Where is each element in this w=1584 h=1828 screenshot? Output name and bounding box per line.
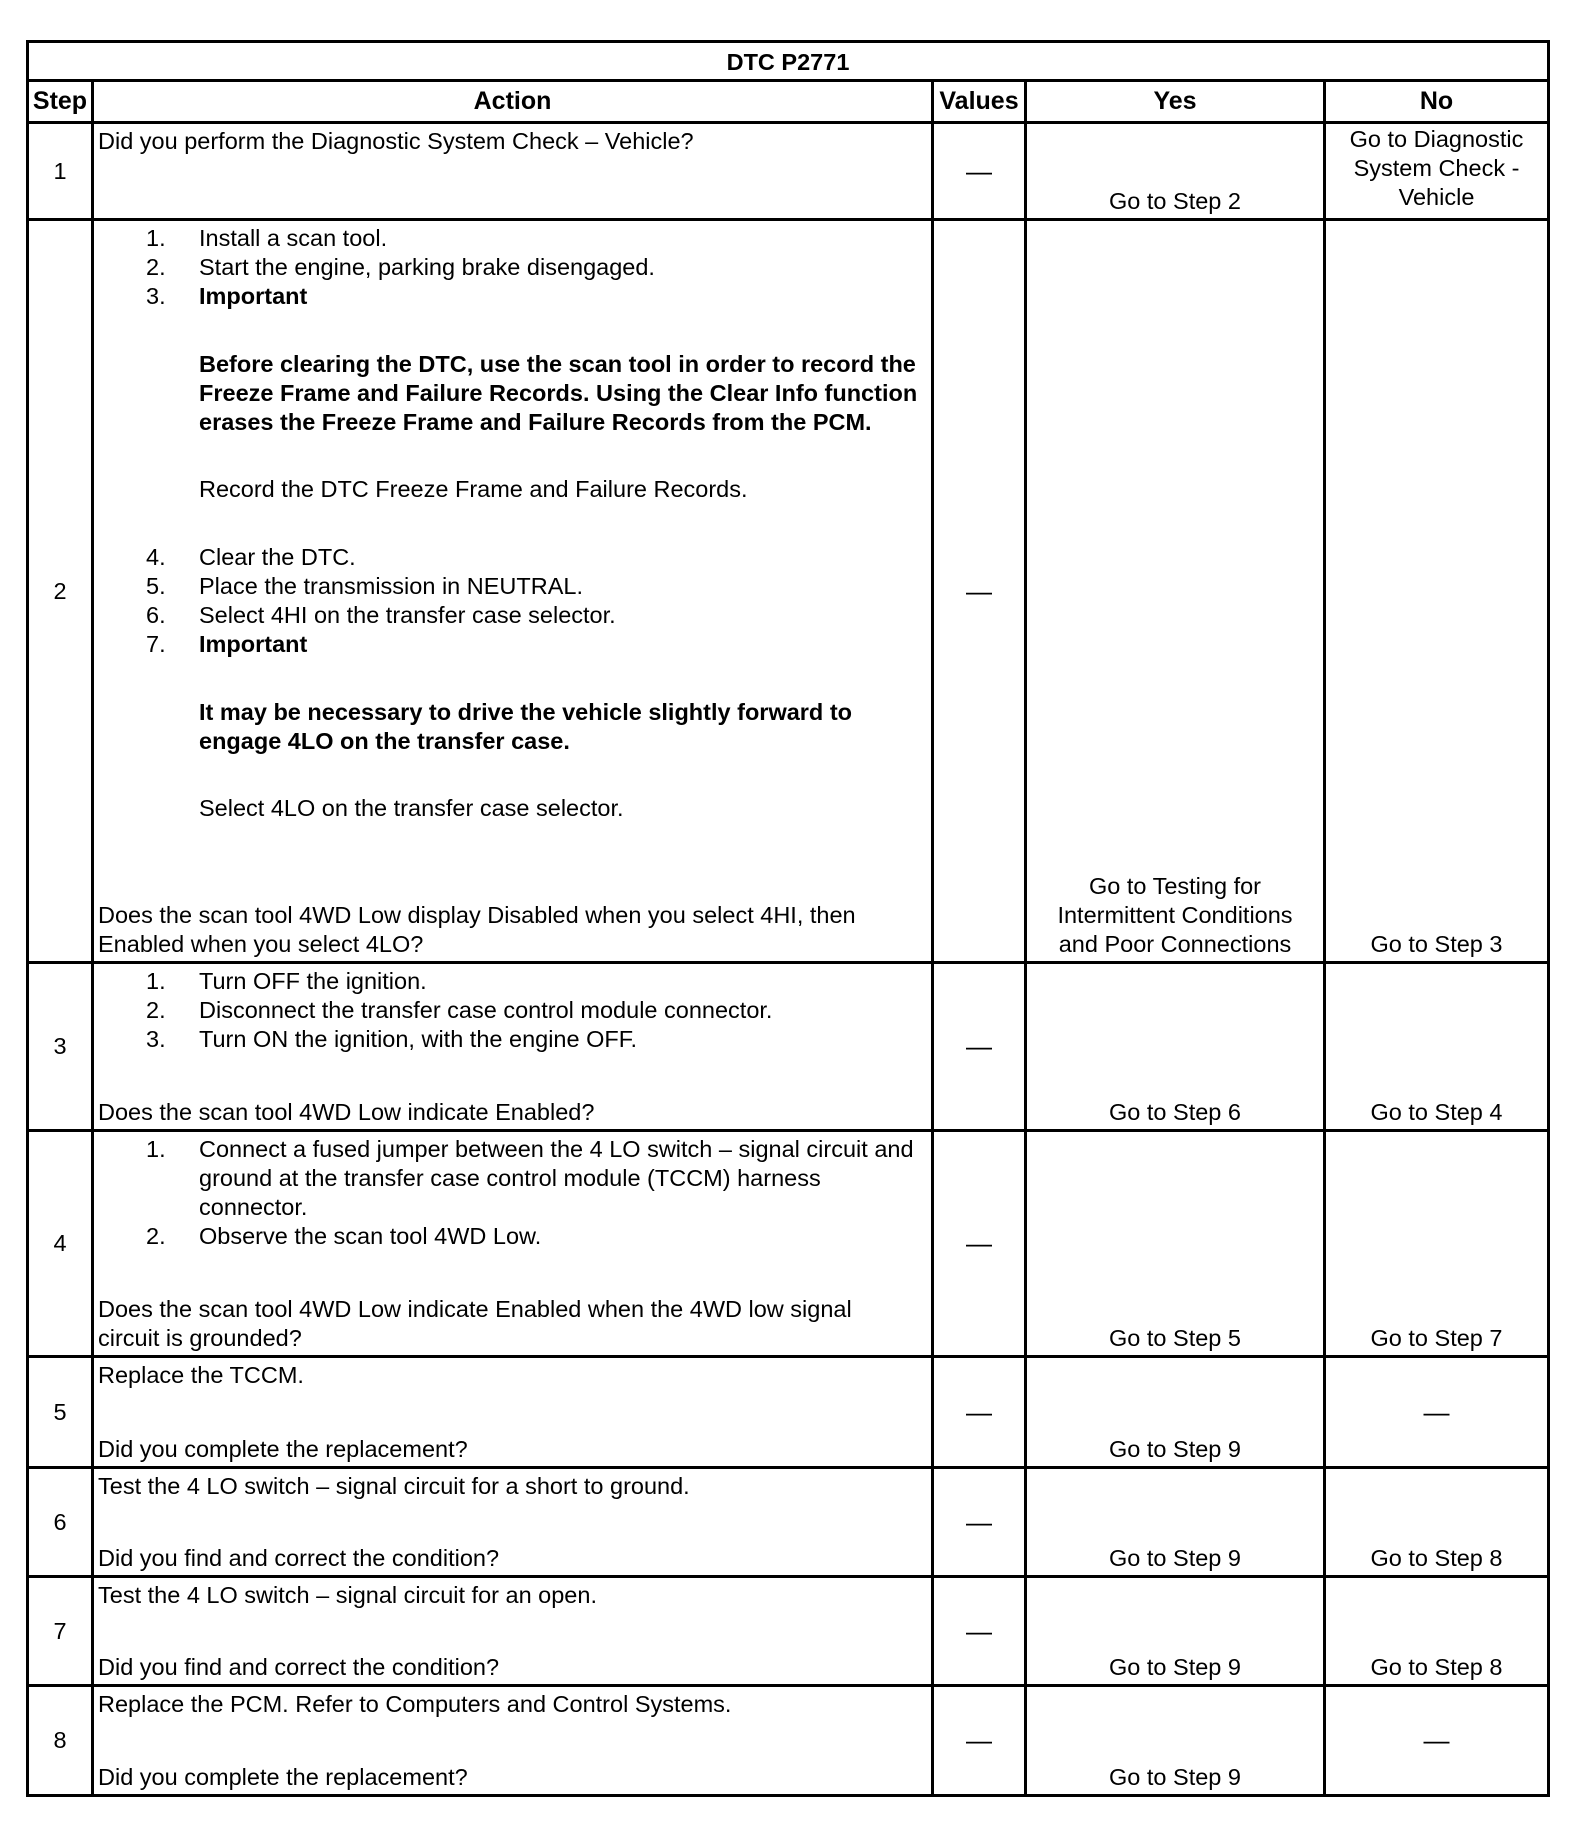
action-question: Does the scan tool 4WD Low display Disabled when you select 4HI, then Enabled when you select 4LO? [98,902,856,957]
step-number: 6 [26,1466,94,1578]
step-number: 2 [26,218,94,964]
header-values: Values [931,79,1027,124]
yes-cell: Go to Testing for Intermittent Conditions and Poor Connections [1024,218,1326,964]
values-cell: — [931,1684,1027,1797]
action-cell [91,1129,934,1358]
procedure-list [98,1135,931,1251]
action-text: Replace the TCCM. [98,1362,304,1388]
table-title: DTC P2771 [26,40,1550,82]
action-cell [91,1575,934,1687]
values-cell: — [931,1466,1027,1578]
header-action: Action [91,79,934,124]
action-question: Does the scan tool 4WD Low indicate Enabled? [98,1099,595,1125]
action-question: Does the scan tool 4WD Low indicate Enabled when the 4WD low signal circuit is grounded? [98,1296,852,1351]
list-item: 1. Turn OFF the ignition. [146,968,427,994]
list-item: 6. Select 4HI on the transfer case selector. [146,602,616,628]
note-text: Record the DTC Freeze Frame and Failure Records. [199,476,748,502]
action-cell [91,121,934,221]
no-cell: — [1323,1684,1550,1797]
important-note: Before clearing the DTC, use the scan tool in order to record the Freeze Frame and Failure Records. Using the Clear Info function erases the Freeze Frame and Failure Records from the PCM. [199,351,918,435]
list-item: 4. Clear the DTC. [146,544,356,570]
important-note: It may be necessary to drive the vehicle slightly forward to engage 4LO on the transfer case. [199,699,852,754]
action-cell [91,961,934,1132]
no-cell: Go to Step 8 [1323,1466,1550,1578]
step-number: 4 [26,1129,94,1358]
no-cell: Go to Step 8 [1323,1575,1550,1687]
no-cell: Go to Step 3 [1323,218,1550,964]
action-cell [91,1684,934,1797]
list-item: 3. Important [146,283,308,309]
procedure-list [98,967,931,1054]
list-item: 2. Observe the scan tool 4WD Low. [146,1223,542,1249]
yes-cell: Go to Step 9 [1024,1684,1326,1797]
action-question: Did you complete the replacement? [98,1436,468,1462]
action-text: Replace the PCM. Refer to Computers and Control Systems. [98,1691,732,1717]
action-text: Test the 4 LO switch – signal circuit for a short to ground. [98,1473,690,1499]
step-number: 8 [26,1684,94,1797]
list-item: 2. Start the engine, parking brake disengaged. [146,254,655,280]
values-cell: — [931,1575,1027,1687]
action-question: Did you find and correct the condition? [98,1545,500,1571]
action-cell [91,218,934,964]
list-item: 1. Install a scan tool. [146,225,388,251]
procedure-list [98,224,931,311]
action-cell [91,1355,934,1469]
step-number: 7 [26,1575,94,1687]
action-question: Did you find and correct the condition? [98,1654,500,1680]
list-item: 7. Important [146,631,308,657]
step-number: 5 [26,1355,94,1469]
list-item: 1. Connect a fused jumper between the 4 LO switch – signal circuit and ground at the transfer case control module (TCCM) harness connector. [146,1136,914,1220]
values-cell: — [931,1129,1027,1358]
header-yes: Yes [1024,79,1326,124]
yes-cell: Go to Step 2 [1024,121,1326,221]
action-cell [91,1466,934,1578]
procedure-list [98,543,931,659]
yes-cell: Go to Step 9 [1024,1355,1326,1469]
action-question: Did you complete the replacement? [98,1764,468,1790]
list-item: 5. Place the transmission in NEUTRAL. [146,573,583,599]
header-step: Step [26,79,94,124]
step-number: 3 [26,961,94,1132]
yes-cell: Go to Step 9 [1024,1575,1326,1687]
no-cell: Go to Step 4 [1323,961,1550,1132]
values-cell: — [931,218,1027,964]
no-cell: Go to Diagnostic System Check - Vehicle [1323,121,1550,221]
values-cell: — [931,1355,1027,1469]
list-item: 2. Disconnect the transfer case control module connector. [146,997,773,1023]
header-no: No [1323,79,1550,124]
step-number: 1 [26,121,94,221]
action-question: Did you perform the Diagnostic System Check – Vehicle? [98,128,694,154]
action-text: Test the 4 LO switch – signal circuit for an open. [98,1582,597,1608]
values-cell: — [931,121,1027,221]
list-item: 3. Turn ON the ignition, with the engine OFF. [146,1026,638,1052]
note-text: Select 4LO on the transfer case selector. [199,795,624,821]
no-cell: Go to Step 7 [1323,1129,1550,1358]
values-cell: — [931,961,1027,1132]
yes-cell: Go to Step 5 [1024,1129,1326,1358]
yes-cell: Go to Step 9 [1024,1466,1326,1578]
yes-cell: Go to Step 6 [1024,961,1326,1132]
no-cell: — [1323,1355,1550,1469]
